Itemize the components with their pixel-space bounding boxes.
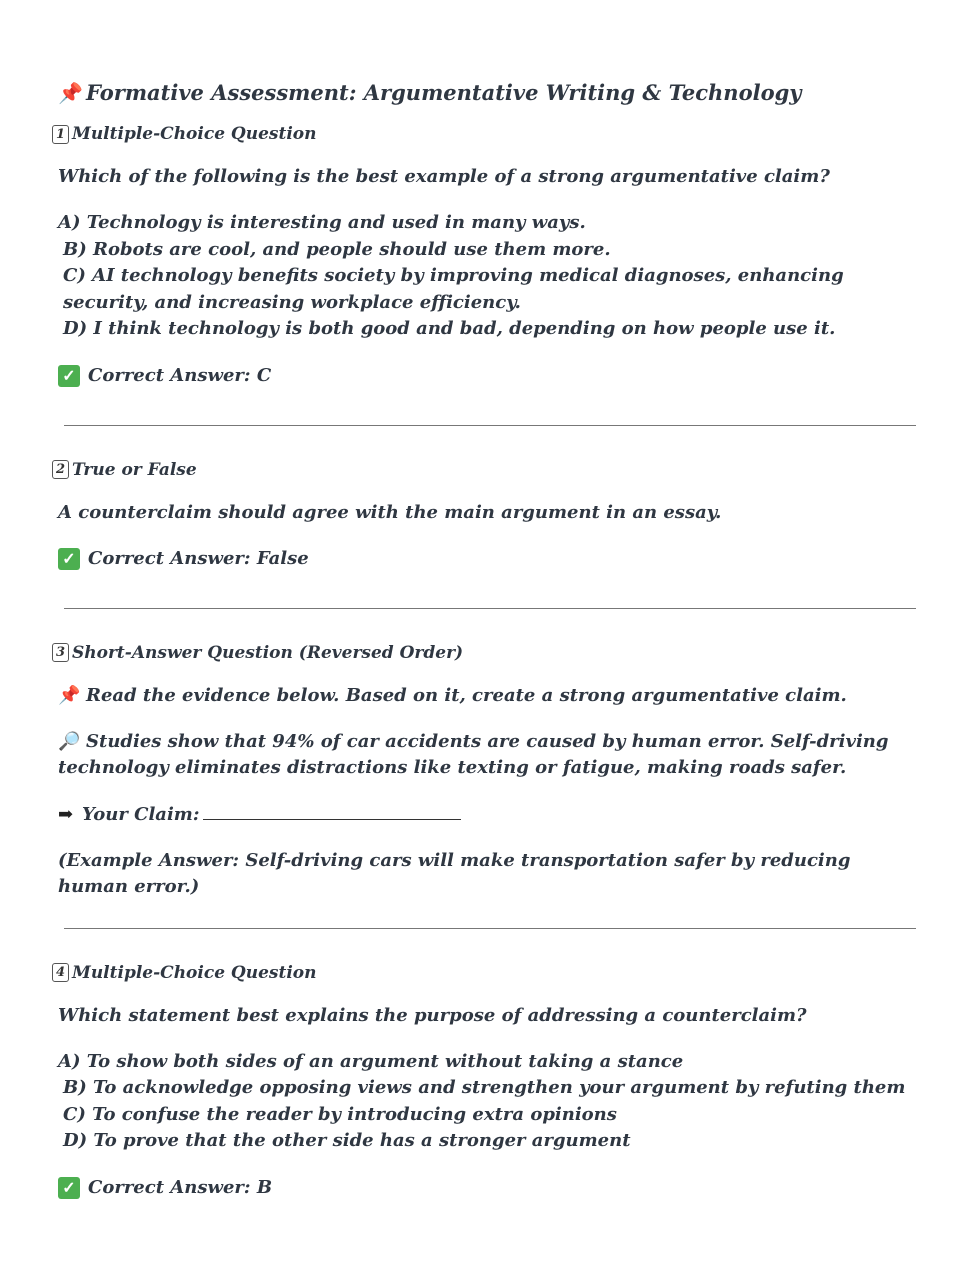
q2-question: A counterclaim should agree with the main argument in an essay. xyxy=(58,501,722,523)
q1-options xyxy=(58,210,920,343)
number-4-icon: 4 xyxy=(52,963,69,982)
check-icon: ✓ xyxy=(58,365,80,387)
q4-options xyxy=(58,1049,920,1155)
divider xyxy=(64,928,916,929)
q4-heading xyxy=(52,961,920,985)
number-2-icon: 2 xyxy=(52,460,69,479)
divider xyxy=(64,425,916,426)
q2-answer-text: Correct Answer: False xyxy=(88,547,309,569)
q3-heading xyxy=(52,641,920,665)
divider xyxy=(64,608,916,609)
pin-icon: 📌 xyxy=(58,81,83,105)
q4-question: Which statement best explains the purpose of addressing a counterclaim? xyxy=(58,1004,807,1026)
page-title xyxy=(58,78,920,108)
number-1-icon: 1 xyxy=(52,125,69,144)
q1-option-b: B) Robots are cool, and people should use them more. xyxy=(63,238,611,260)
q3-example: (Example Answer: Self-driving cars will make transportation safer by reducing human error.) xyxy=(58,849,851,897)
q3-evidence-text: Studies show that 94% of car accidents are caused by human error. Self-driving technology eliminates distractions like texting or fatigue, making roads safer. xyxy=(58,730,889,778)
q4-answer-text: Correct Answer: B xyxy=(88,1176,273,1198)
arrow-right-icon: ➡ xyxy=(58,803,74,825)
q3-instruction-text: Read the evidence below. Based on it, create a strong argumentative claim. xyxy=(86,684,847,706)
q1-option-c: C) AI technology benefits society by improving medical diagnoses, enhancing security, and increasing workplace efficiency. xyxy=(63,265,844,313)
claim-answer-blank[interactable] xyxy=(203,801,461,820)
magnifying-glass-icon: 🔎 xyxy=(58,730,81,752)
q3-claim-label: Your Claim: xyxy=(82,803,200,825)
check-icon: ✓ xyxy=(58,548,80,570)
q4-option-c: C) To confuse the reader by introducing extra opinions xyxy=(63,1103,617,1125)
q2-heading-text: True or False xyxy=(72,459,197,480)
assessment-page xyxy=(55,78,920,1201)
q4-option-b: B) To acknowledge opposing views and strengthen your argument by refuting them xyxy=(63,1077,906,1098)
q1-answer-text: Correct Answer: C xyxy=(88,364,272,386)
q3-evidence xyxy=(58,729,920,781)
q4-answer xyxy=(58,1175,920,1201)
q1-heading xyxy=(52,122,920,146)
q2-heading xyxy=(52,458,920,482)
q3-heading-text: Short-Answer Question (Reversed Order) xyxy=(72,642,464,663)
q1-question: Which of the following is the best example of a strong argumentative claim? xyxy=(58,166,830,187)
q4-option-a: A) To show both sides of an argument without taking a stance xyxy=(58,1050,684,1072)
check-icon: ✓ xyxy=(58,1177,80,1199)
q1-option-a: A) Technology is interesting and used in many ways. xyxy=(58,212,586,233)
q1-answer xyxy=(58,363,920,389)
q3-claim-line xyxy=(58,801,920,828)
q2-answer xyxy=(58,546,920,572)
page-title-text: Formative Assessment: Argumentative Writing & Technology xyxy=(86,80,802,105)
number-3-icon: 3 xyxy=(52,643,69,662)
q4-option-d: D) To prove that the other side has a stronger argument xyxy=(63,1130,631,1151)
pin-icon: 📌 xyxy=(58,684,81,706)
q1-heading-text: Multiple-Choice Question xyxy=(72,124,317,144)
q4-heading-text: Multiple-Choice Question xyxy=(72,962,317,983)
q1-option-d: D) I think technology is both good and bad, depending on how people use it. xyxy=(63,318,836,339)
q3-instruction xyxy=(58,683,920,709)
